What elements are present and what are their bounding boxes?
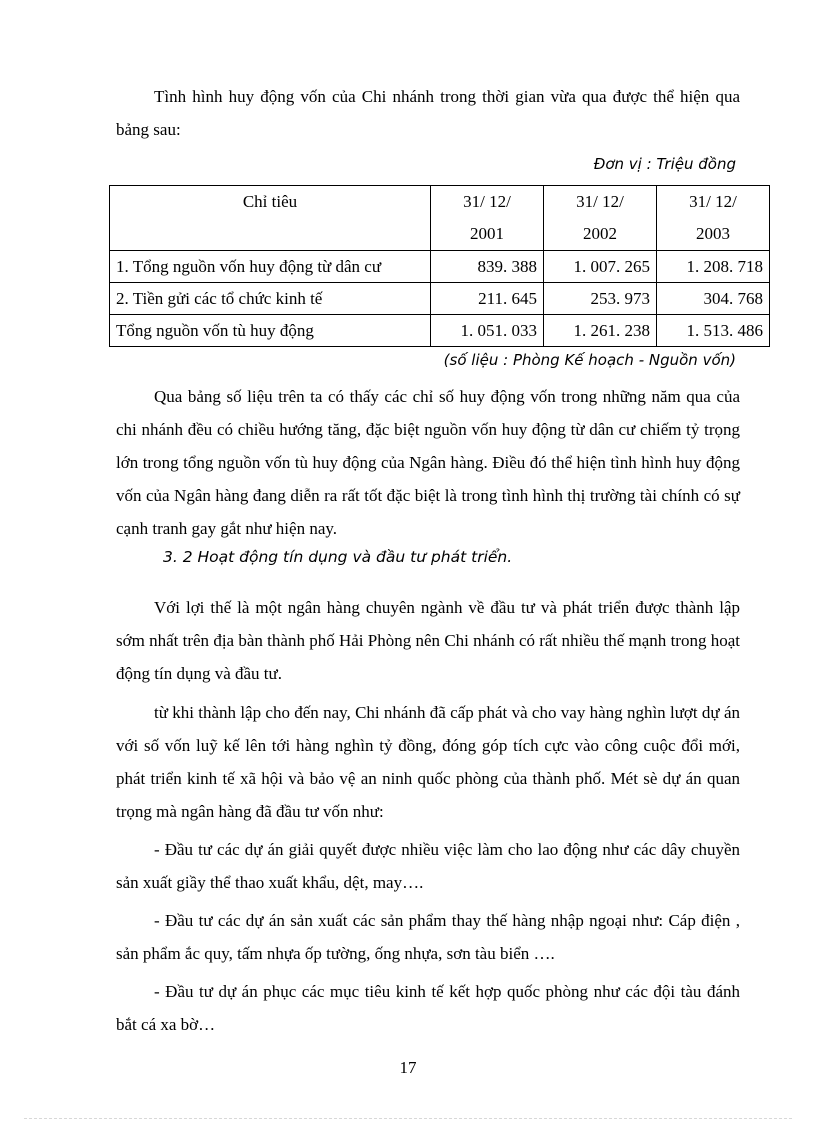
header-col-2001-line2: 2001 xyxy=(470,224,504,243)
header-col-2002-line1: 31/ 12/ xyxy=(576,192,624,211)
table-header-row xyxy=(110,186,770,251)
header-col-2001 xyxy=(431,186,544,251)
section-heading: 3. 2 Hoạt động tín dụng và đầu tư phát triển. xyxy=(163,548,513,566)
intro-paragraph: Tình hình huy động vốn của Chi nhánh trong thời gian vừa qua được thể hiện qua bảng sau: xyxy=(116,87,740,139)
table-row xyxy=(110,315,770,347)
header-col-2003-line2: 2003 xyxy=(696,224,730,243)
header-indicator: Chỉ tiêu xyxy=(110,186,431,251)
header-col-2001-line1: 31/ 12/ xyxy=(463,192,511,211)
header-col-2003 xyxy=(657,186,770,251)
analysis-paragraph: Qua bảng số liệu trên ta có thấy các chỉ số huy động vốn trong những năm qua của chi nhánh đều có chiều hướng tăng, đặc biệt nguồn vốn huy động từ dân cư chiếm tỷ trọng lớn trong tổng nguồn vốn tù huy động của Ngân hàng. Điều đó thể hiện tình hình huy động vốn của Ngân hàng đang diễn ra rất tốt đặc biệt là trong tình hình thị trường tài chính có sự cạnh tranh gay gắt như hiện nay. xyxy=(116,387,740,538)
cell-value: 839. 388 xyxy=(431,251,544,283)
advantage-paragraph: Với lợi thế là một ngân hàng chuyên ngành về đầu tư và phát triển được thành lập sớm nhất trên địa bàn thành phố Hải Phòng nên Chi nhánh có rất nhiều thế mạnh trong hoạt động tín dụng và đầu tư. xyxy=(116,598,740,683)
bullet-item: - Đầu tư dự án phục các mục tiêu kinh tế kết hợp quốc phòng như các đội tàu đánh bắt cá xa bờ… xyxy=(116,982,740,1034)
row-label: Tổng nguồn vốn tù huy động xyxy=(110,315,431,347)
cell-value: 211. 645 xyxy=(431,283,544,315)
history-paragraph: từ khi thành lập cho đến nay, Chi nhánh đã cấp phát và cho vay hàng nghìn lượt dự án với số vốn luỹ kế lên tới hàng nghìn tỷ đồng, đóng góp tích cực vào công cuộc đổi mới, phát triển kinh tế xã hội và bảo vệ an ninh quốc phòng của thành phố. Mét sè dự án quan trọng mà ngân hàng đã đầu tư vốn như: xyxy=(116,703,740,821)
cell-value: 304. 768 xyxy=(657,283,770,315)
table-row xyxy=(110,283,770,315)
table-source-note: (số liệu : Phòng Kế hoạch - Nguồn vốn) xyxy=(443,351,736,369)
bullet-item: - Đầu tư các dự án giải quyết được nhiều việc làm cho lao động như các dây chuyền sản xuất giầy thể thao xuất khẩu, dệt, may…. xyxy=(116,840,740,892)
header-col-2003-line1: 31/ 12/ xyxy=(689,192,737,211)
cell-value: 1. 513. 486 xyxy=(657,315,770,347)
unit-label: Đơn vị : Triệu đồng xyxy=(593,155,736,173)
row-label: 1. Tổng nguồn vốn huy động từ dân cư xyxy=(110,251,431,283)
page-bottom-divider xyxy=(24,1118,792,1119)
cell-value: 1. 007. 265 xyxy=(544,251,657,283)
cell-value: 1. 208. 718 xyxy=(657,251,770,283)
table-row xyxy=(110,251,770,283)
bullet-item: - Đầu tư các dự án sản xuất các sản phẩm thay thế hàng nhập ngoại như: Cáp điện , sản phẩm ắc quy, tấm nhựa ốp tường, ống nhựa, sơn tàu biển …. xyxy=(116,911,740,963)
capital-mobilization-table xyxy=(109,185,770,347)
row-label: 2. Tiền gửi các tổ chức kinh tế xyxy=(110,283,431,315)
cell-value: 1. 051. 033 xyxy=(431,315,544,347)
header-col-2002-line2: 2002 xyxy=(583,224,617,243)
header-col-2002 xyxy=(544,186,657,251)
cell-value: 253. 973 xyxy=(544,283,657,315)
cell-value: 1. 261. 238 xyxy=(544,315,657,347)
page-number: 17 xyxy=(399,1058,417,1077)
